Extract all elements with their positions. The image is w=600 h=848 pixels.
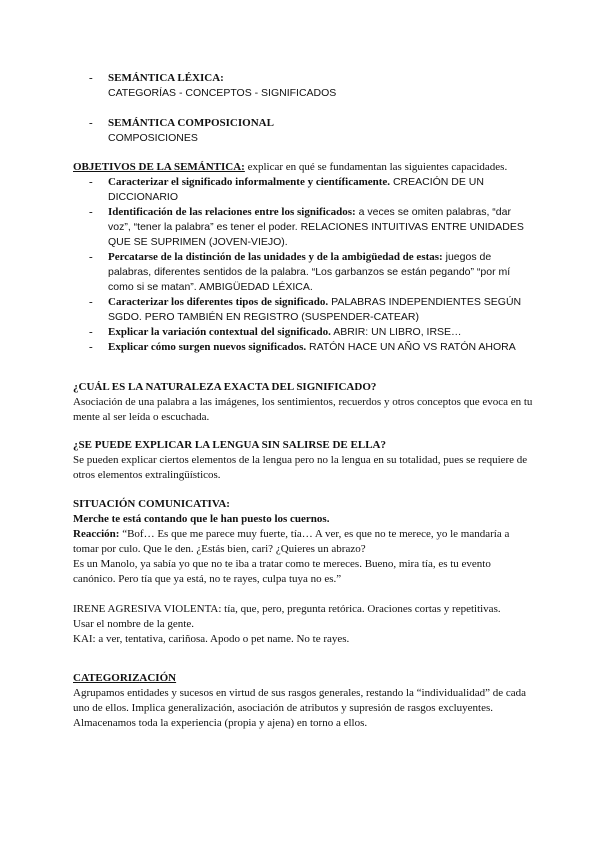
semantica-lexica-subtitle: CATEGORÍAS - CONCEPTOS - SIGNIFICADOS xyxy=(108,87,337,99)
objetivo-bold: Explicar cómo surgen nuevos significados. xyxy=(108,341,307,353)
naturaleza-section xyxy=(73,380,533,425)
lengua-text: Se pueden explicar ciertos elementos de la lengua pero no la lengua en su totalidad, pues se requiere de otros elementos extralingüísticos. xyxy=(73,454,528,481)
objetivos-intro: explicar en qué se fundamentan las siguientes capacidades. xyxy=(244,161,508,173)
categorizacion-text-1: Agrupamos entidades y sucesos en virtud de sus rasgos generales, restando la “individualidad” de cada uno de ellos. Implica generalización, asociación de atributos y supresión de rasgos excluyentes. xyxy=(73,687,527,714)
kai-note: KAI: a ver, tentativa, cariñosa. Apodo o pet name. No te rayes. xyxy=(73,633,350,645)
objetivo-text: RATÓN HACE UN AÑO VS RATÓN AHORA xyxy=(306,341,516,353)
naturaleza-text: Asociación de una palabra a las imágenes, los sentimientos, recuerdos y otros conceptos que evoca en tu mente al ser leída o escuchada. xyxy=(73,396,533,423)
objetivo-text: juegos de palabras, diferentes sentidos de la palabra. “Los garbanzos se están pegando” “por mí como si se matan”. AMBIGÜEDAD LÉXICA. xyxy=(108,251,511,293)
objetivos-list xyxy=(73,175,533,355)
lengua-section xyxy=(73,438,533,483)
semantica-composicional-title: SEMÁNTICA COMPOSICIONAL xyxy=(108,117,274,129)
irene-note: IRENE AGRESIVA VIOLENTA: tía, que, pero, pregunta retórica. Oraciones cortas y repetitivas. xyxy=(73,603,501,615)
situacion-title: SITUACIÓN COMUNICATIVA: xyxy=(73,498,230,510)
objetivo-text: PALABRAS INDEPENDIENTES SEGÚN SGDO. PERO TAMBIÉN EN REGISTRO (SUSPENDER-CATEAR) xyxy=(108,296,522,323)
semantica-lexica-title: SEMÁNTICA LÉXICA: xyxy=(108,72,224,84)
lengua-title: ¿SE PUEDE EXPLICAR LA LENGUA SIN SALIRSE DE ELLA? xyxy=(73,439,386,451)
situacion-section xyxy=(73,497,533,647)
usar-note: Usar el nombre de la gente. xyxy=(73,618,194,630)
list-item xyxy=(73,205,533,250)
reaccion-text: “Bof… Es que me parece muy fuerte, tía… A ver, es que no te merece, yo le mandaría a tomar por culo. Que le den. ¿Estás bien, cari? ¿Quieres un abrazo? xyxy=(73,528,510,555)
objetivos-title: OBJETIVOS DE LA SEMÁNTICA: xyxy=(73,161,245,173)
semantica-lexica-item xyxy=(73,71,533,101)
objetivo-text: ABRIR: UN LIBRO, IRSE… xyxy=(330,326,462,338)
semantica-composicional-item xyxy=(73,116,533,146)
objetivo-bold: Identificación de las relaciones entre los significados: xyxy=(108,206,356,218)
semantica-lexica-section xyxy=(73,71,533,101)
list-item xyxy=(73,325,533,340)
objetivo-text: CREACIÓN DE UN DICCIONARIO xyxy=(108,176,484,203)
objetivos-heading xyxy=(73,160,533,175)
reaccion-paragraph xyxy=(73,527,533,557)
semantica-composicional-section xyxy=(73,116,533,146)
objetivo-bold: Percatarse de la distinción de las unidades y de la ambigüedad de estas: xyxy=(108,251,443,263)
list-item xyxy=(73,250,533,295)
objetivo-bold: Caracterizar el significado informalmente y científicamente. xyxy=(108,176,391,188)
situacion-subtitle: Merche te está contando que le han puesto los cuernos. xyxy=(73,513,330,525)
objetivo-text: a veces se omiten palabras, “dar voz”, “tener la palabra” es tener el poder. RELACIONES INTUITIVAS ENTRE UNIDADES QUE SE SUPRIMEN (JOVEN-VIEJO). xyxy=(108,206,524,248)
reaccion-label: Reacción: xyxy=(73,528,120,540)
naturaleza-title: ¿CUÁL ES LA NATURALEZA EXACTA DEL SIGNIFICADO? xyxy=(73,381,377,393)
objetivo-bold: Explicar la variación contextual del significado. xyxy=(108,326,331,338)
categorizacion-section xyxy=(73,671,533,731)
list-item xyxy=(73,175,533,205)
reaccion-continuation: Es un Manolo, ya sabía yo que no te iba a tratar como te mereces. Bueno, mira tía, es tu evento canónico. Pero tía que ya está, no te rayes, culpa tuya no es.” xyxy=(73,558,491,585)
list-item xyxy=(73,340,533,355)
categorizacion-title: CATEGORIZACIÓN xyxy=(73,672,177,684)
semantica-composicional-subtitle: COMPOSICIONES xyxy=(108,132,198,144)
list-item xyxy=(73,295,533,325)
objetivos-section xyxy=(73,160,533,355)
objetivo-bold: Caracterizar los diferentes tipos de significado. xyxy=(108,296,329,308)
categorizacion-text-2: Almacenamos toda la experiencia (propia y ajena) en torno a ellos. xyxy=(73,717,368,729)
